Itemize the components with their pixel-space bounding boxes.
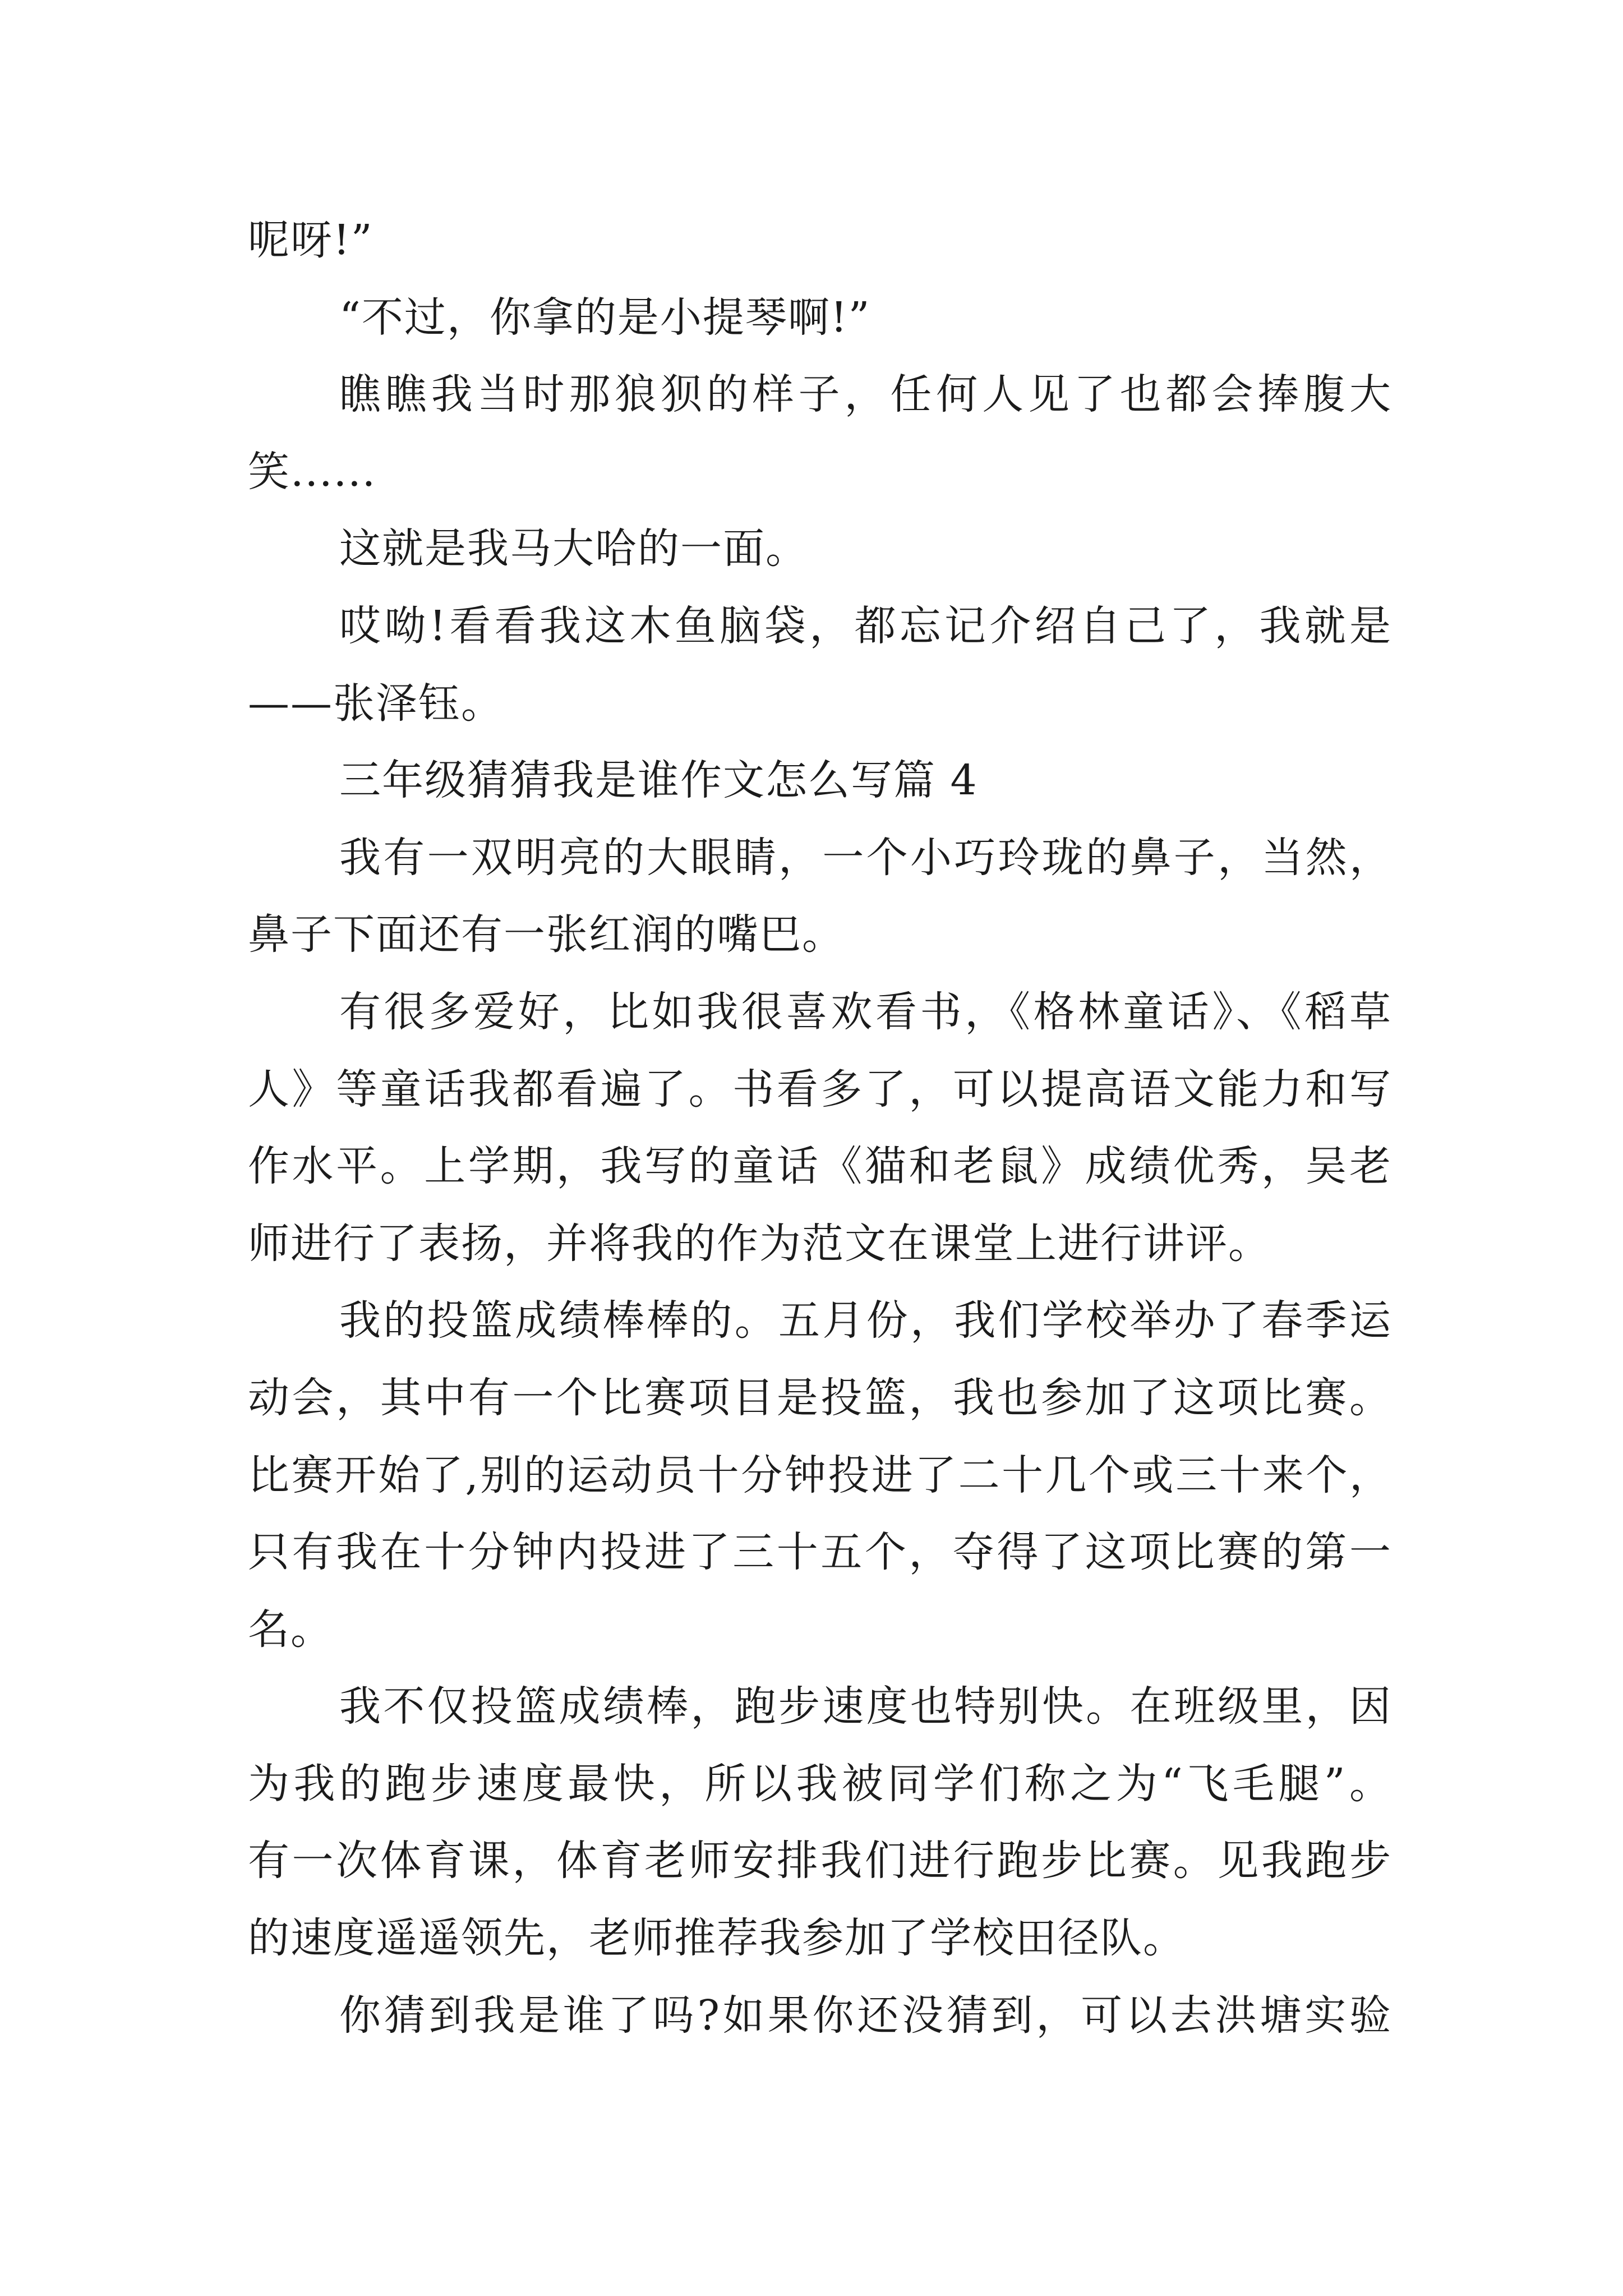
paragraph	[248, 279, 1391, 357]
text-line: 只有我在十分钟内投进了三十五个，夺得了这项比赛的第一	[248, 1528, 1391, 1577]
text-line: 哎呦!看看我这木鱼脑袋，都忘记介绍自己了，我就是	[339, 601, 1391, 650]
text-line: 鼻子下面还有一张红润的嘴巴。	[248, 910, 845, 959]
paragraph	[248, 356, 1391, 510]
text-line: 为我的跑步速度最快，所以我被同学们称之为“飞毛腿”。	[248, 1759, 1391, 1808]
text-line: 你猜到我是谁了吗?如果你还没猜到，可以去洪塘实验	[339, 1991, 1391, 2040]
text-line: 呢呀!”	[248, 216, 374, 264]
text-line: 名。	[248, 1605, 333, 1654]
text-line: 人》等童话我都看遍了。书看多了，可以提高语文能力和写	[248, 1065, 1391, 1114]
text-line: 的速度遥遥领先，老师推荐我参加了学校田径队。	[248, 1914, 1186, 1963]
text-line: 动会，其中有一个比赛项目是投篮，我也参加了这项比赛。	[248, 1373, 1391, 1422]
section-heading-text: 三年级猜猜我是谁作文怎么写篇 4	[339, 756, 978, 805]
body-text	[248, 202, 1391, 2054]
text-line: 作水平。上学期，我写的童话《猫和老鼠》成绩优秀，吴老	[248, 1142, 1391, 1191]
text-line: 我有一双明亮的大眼睛，一个小巧玲珑的鼻子，当然，	[339, 833, 1391, 882]
paragraph	[248, 820, 1391, 974]
text-line: 笑......	[248, 447, 377, 496]
text-line: 这就是我马大哈的一面。	[339, 524, 808, 573]
text-line: ——张泽钰。	[248, 679, 504, 728]
text-line: 有一次体育课，体育老师安排我们进行跑步比赛。见我跑步	[248, 1837, 1391, 1885]
text-line: 师进行了表扬，并将我的作为范文在课堂上进行讲评。	[248, 1219, 1271, 1268]
text-line: “不过，你拿的是小提琴啊!”	[339, 293, 871, 342]
paragraph	[248, 1668, 1391, 1977]
section-heading	[248, 742, 1391, 820]
paragraph	[248, 1977, 1391, 2055]
paragraph	[248, 588, 1391, 742]
paragraph	[248, 1282, 1391, 1668]
text-line: 有很多爱好，比如我很喜欢看书，《格林童话》、《稻草	[339, 987, 1391, 1036]
paragraph	[248, 510, 1391, 588]
text-line: 我不仅投篮成绩棒，跑步速度也特别快。在班级里，因	[339, 1682, 1391, 1731]
text-line: 瞧瞧我当时那狼狈的样子，任何人见了也都会捧腹大	[339, 370, 1391, 419]
paragraph	[248, 202, 1391, 279]
text-line: 比赛开始了,别的运动员十分钟投进了二十几个或三十来个，	[248, 1451, 1391, 1499]
text-line: 我的投篮成绩棒棒的。五月份，我们学校举办了春季运	[339, 1296, 1391, 1345]
paragraph	[248, 974, 1391, 1282]
